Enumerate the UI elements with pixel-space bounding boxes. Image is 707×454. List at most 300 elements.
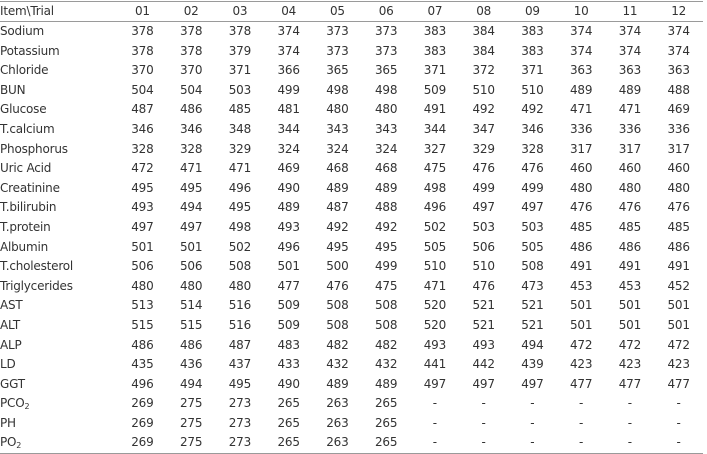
value-cell: 499	[472, 180, 495, 195]
value-cell: 480	[667, 180, 690, 195]
value-cell: 485	[618, 219, 642, 234]
trial-header: 08	[476, 4, 492, 18]
value-cell: 486	[569, 239, 593, 254]
value-cell: 494	[521, 337, 544, 352]
row-label-text: ALT	[0, 317, 20, 332]
value-cell: 363	[618, 63, 642, 78]
value-cell: 433	[277, 357, 300, 372]
table-header	[0, 2, 703, 22]
value-cell: 383	[521, 24, 544, 38]
value-cell: 485	[569, 219, 593, 234]
value-cell: 475	[423, 161, 447, 176]
value-cell: 489	[569, 82, 593, 97]
value-cell: 273	[228, 435, 252, 450]
results-table	[0, 1, 703, 454]
value-cell: 492	[326, 219, 349, 234]
value-cell: 501	[179, 239, 203, 254]
value-cell: 374	[277, 24, 300, 38]
value-cell: 372	[472, 63, 495, 78]
value-cell: 373	[326, 24, 349, 38]
value-cell: 503	[472, 219, 495, 234]
value-cell: 435	[131, 357, 154, 372]
value-cell: 324	[277, 141, 300, 156]
value-cell: -	[676, 435, 681, 450]
row-label-text: LD	[0, 357, 16, 372]
row-label-text: GGT	[0, 376, 25, 391]
value-cell: 482	[326, 337, 349, 352]
value-cell: 501	[667, 298, 690, 313]
row-label	[0, 22, 118, 42]
trial-header: 10	[573, 4, 589, 18]
value-cell: 509	[277, 317, 300, 332]
value-cell: 514	[179, 298, 203, 313]
row-label-text: Phosphorus	[0, 141, 68, 156]
row-label-text: T.calcium	[0, 121, 55, 136]
value-cell: 521	[472, 317, 495, 332]
value-cell: 460	[667, 161, 690, 176]
value-cell: 343	[326, 121, 349, 136]
value-cell: 365	[326, 63, 349, 78]
value-cell: 477	[667, 376, 690, 391]
trial-header: 07	[427, 4, 443, 18]
trial-header: 05	[329, 4, 345, 18]
value-cell: 344	[423, 121, 447, 136]
value-cell: 475	[374, 278, 398, 293]
value-cell: 501	[667, 317, 690, 332]
value-cell: 509	[423, 82, 447, 97]
value-cell: 489	[326, 376, 349, 391]
value-cell: 498	[423, 180, 447, 195]
trial-header: 12	[671, 4, 687, 18]
value-cell: -	[481, 396, 486, 411]
value-cell: 370	[131, 63, 154, 78]
table-row	[0, 316, 703, 336]
value-cell: 497	[131, 219, 154, 234]
value-cell: 501	[618, 298, 642, 313]
value-cell: 521	[521, 298, 544, 313]
row-label	[0, 375, 118, 395]
row-label	[0, 61, 118, 81]
value-cell: 495	[326, 239, 349, 254]
value-cell: 374	[569, 43, 593, 58]
corner-header: Item\Trial	[0, 4, 54, 18]
value-cell: 336	[569, 121, 593, 136]
value-cell: -	[579, 415, 584, 430]
table-row	[0, 433, 703, 453]
value-cell: 491	[569, 259, 593, 274]
value-cell: 453	[569, 278, 593, 293]
value-cell: -	[579, 435, 584, 450]
value-cell: 317	[569, 141, 593, 156]
value-cell: 472	[667, 337, 690, 352]
value-cell: 477	[569, 376, 593, 391]
table-row	[0, 414, 703, 434]
value-cell: 500	[326, 259, 349, 274]
value-cell: 497	[521, 376, 544, 391]
value-cell: 490	[277, 376, 300, 391]
value-cell: 492	[374, 219, 398, 234]
value-cell: 476	[326, 278, 349, 293]
value-cell: 508	[228, 259, 252, 274]
table-row	[0, 179, 703, 199]
value-cell: 476	[472, 161, 495, 176]
value-cell: 265	[374, 396, 398, 411]
value-cell: 441	[423, 357, 447, 372]
value-cell: 480	[374, 102, 398, 117]
value-cell: 275	[179, 415, 203, 430]
value-cell: 374	[569, 24, 593, 38]
row-label	[0, 336, 118, 356]
value-cell: 317	[667, 141, 690, 156]
table-row	[0, 375, 703, 395]
value-cell: 501	[131, 239, 154, 254]
value-cell: -	[579, 396, 584, 411]
row-label-text: ALP	[0, 337, 22, 352]
value-cell: 263	[326, 396, 349, 411]
value-cell: 423	[667, 357, 690, 372]
value-cell: 476	[667, 200, 690, 215]
value-cell: 499	[277, 82, 300, 97]
value-cell: 347	[472, 121, 495, 136]
row-label-text: Uric Acid	[0, 161, 52, 176]
row-label	[0, 394, 118, 414]
value-cell: 366	[277, 63, 300, 78]
value-cell: 492	[521, 102, 544, 117]
value-cell: 273	[228, 396, 252, 411]
value-cell: 480	[228, 278, 252, 293]
value-cell: 508	[374, 298, 398, 313]
value-cell: 324	[326, 141, 349, 156]
value-cell: 489	[277, 200, 300, 215]
value-cell: 370	[179, 63, 203, 78]
value-cell: 371	[423, 63, 447, 78]
table-row	[0, 277, 703, 297]
value-cell: 501	[618, 317, 642, 332]
row-label	[0, 179, 118, 199]
value-cell: 497	[472, 200, 495, 215]
row-label-text: BUN	[0, 82, 26, 97]
value-cell: 265	[374, 435, 398, 450]
value-cell: -	[627, 415, 632, 430]
table-row	[0, 296, 703, 316]
table-row	[0, 140, 703, 160]
value-cell: 516	[228, 298, 252, 313]
value-cell: 510	[472, 82, 495, 97]
value-cell: 510	[472, 259, 495, 274]
value-cell: -	[432, 435, 437, 450]
value-cell: 481	[277, 102, 300, 117]
row-label-text: PCO	[0, 396, 25, 411]
value-cell: 336	[667, 121, 690, 136]
table-row	[0, 336, 703, 356]
value-cell: 437	[228, 357, 252, 372]
trial-header: 04	[281, 4, 297, 18]
value-cell: 348	[228, 121, 252, 136]
row-label	[0, 120, 118, 140]
value-cell: 378	[131, 24, 154, 38]
value-cell: 471	[618, 102, 642, 117]
value-cell: 469	[667, 102, 690, 117]
value-cell: 497	[521, 200, 544, 215]
row-label-text: Creatinine	[0, 180, 60, 195]
value-cell: 495	[228, 376, 252, 391]
table-row	[0, 120, 703, 140]
value-cell: 489	[618, 82, 642, 97]
value-cell: 346	[521, 121, 544, 136]
value-cell: 371	[228, 63, 252, 78]
value-cell: 374	[618, 43, 642, 58]
value-cell: 508	[326, 317, 349, 332]
value-cell: 520	[423, 298, 447, 313]
value-cell: 486	[667, 239, 690, 254]
value-cell: 374	[667, 24, 690, 38]
value-cell: 497	[472, 376, 495, 391]
row-label	[0, 316, 118, 336]
value-cell: -	[530, 435, 535, 450]
value-cell: 491	[423, 102, 447, 117]
trial-header: 01	[134, 4, 150, 18]
row-label-text: Potassium	[0, 43, 60, 58]
trial-header: 06	[378, 4, 394, 18]
value-cell: 502	[423, 219, 447, 234]
row-label-text: T.bilirubin	[0, 200, 57, 215]
value-cell: -	[530, 396, 535, 411]
value-cell: 501	[569, 298, 593, 313]
value-cell: 365	[374, 63, 398, 78]
row-label	[0, 140, 118, 160]
value-cell: 495	[228, 200, 252, 215]
value-cell: 485	[667, 219, 690, 234]
value-cell: -	[627, 396, 632, 411]
value-cell: 489	[374, 180, 398, 195]
value-cell: 515	[131, 317, 154, 332]
value-cell: 471	[423, 278, 447, 293]
value-cell: 373	[374, 43, 398, 58]
value-cell: 497	[423, 376, 447, 391]
value-cell: 499	[374, 259, 398, 274]
row-label-subscript: 2	[24, 402, 30, 412]
value-cell: 432	[326, 357, 349, 372]
value-cell: 508	[374, 317, 398, 332]
value-cell: 273	[228, 415, 252, 430]
value-cell: 363	[667, 63, 690, 78]
value-cell: 495	[374, 239, 398, 254]
row-label	[0, 159, 118, 179]
value-cell: 383	[423, 43, 447, 58]
value-cell: 432	[374, 357, 398, 372]
value-cell: 486	[179, 337, 203, 352]
value-cell: 508	[326, 298, 349, 313]
value-cell: 498	[228, 219, 252, 234]
value-cell: 476	[569, 200, 593, 215]
value-cell: 453	[618, 278, 642, 293]
value-cell: 504	[179, 82, 203, 97]
value-cell: 423	[569, 357, 593, 372]
table-row	[0, 238, 703, 258]
value-cell: 328	[179, 141, 203, 156]
value-cell: 487	[131, 102, 154, 117]
value-cell: 471	[569, 102, 593, 117]
value-cell: 384	[472, 24, 495, 38]
value-cell: 344	[277, 121, 300, 136]
value-cell: 477	[618, 376, 642, 391]
value-cell: 275	[179, 396, 203, 411]
value-cell: 379	[228, 43, 252, 58]
row-label	[0, 296, 118, 316]
row-label-text: PH	[0, 415, 16, 430]
row-label-text: AST	[0, 298, 23, 313]
table-row	[0, 61, 703, 81]
value-cell: 329	[472, 141, 495, 156]
value-cell: 383	[521, 43, 544, 58]
value-cell: 346	[131, 121, 154, 136]
value-cell: 509	[277, 298, 300, 313]
value-cell: 498	[374, 82, 398, 97]
value-cell: 460	[569, 161, 593, 176]
table-row	[0, 394, 703, 414]
value-cell: 486	[131, 337, 154, 352]
value-cell: 378	[179, 43, 203, 58]
row-label-text: Triglycerides	[0, 278, 73, 293]
value-cell: -	[432, 396, 437, 411]
value-cell: 506	[131, 259, 154, 274]
trial-header: 03	[232, 4, 248, 18]
value-cell: -	[627, 435, 632, 450]
value-cell: 476	[521, 161, 544, 176]
value-cell: 503	[521, 219, 544, 234]
value-cell: 336	[618, 121, 642, 136]
value-cell: 491	[667, 259, 690, 274]
row-label	[0, 414, 118, 434]
row-label-text: Sodium	[0, 24, 45, 38]
value-cell: 476	[472, 278, 495, 293]
value-cell: 378	[179, 24, 203, 38]
table-row	[0, 218, 703, 238]
table-row	[0, 257, 703, 277]
value-cell: 493	[131, 200, 154, 215]
row-label-text: Chloride	[0, 63, 49, 78]
value-cell: 521	[521, 317, 544, 332]
value-cell: 472	[569, 337, 593, 352]
value-cell: 488	[374, 200, 398, 215]
value-cell: 275	[179, 435, 203, 450]
value-cell: 515	[179, 317, 203, 332]
value-cell: 505	[521, 239, 544, 254]
value-cell: 371	[521, 63, 544, 78]
value-cell: 317	[618, 141, 642, 156]
value-cell: 269	[131, 415, 154, 430]
value-cell: 496	[277, 239, 300, 254]
value-cell: 480	[618, 180, 642, 195]
value-cell: -	[530, 415, 535, 430]
row-label	[0, 277, 118, 297]
value-cell: 423	[618, 357, 642, 372]
value-cell: 480	[326, 102, 349, 117]
value-cell: 265	[277, 415, 300, 430]
value-cell: 442	[472, 357, 495, 372]
value-cell: 472	[131, 161, 154, 176]
value-cell: 452	[667, 278, 690, 293]
value-cell: 520	[423, 317, 447, 332]
value-cell: 269	[131, 396, 154, 411]
value-cell: 496	[423, 200, 447, 215]
value-cell: -	[676, 396, 681, 411]
row-label	[0, 238, 118, 258]
value-cell: 495	[131, 180, 154, 195]
value-cell: 363	[569, 63, 593, 78]
value-cell: 493	[277, 219, 300, 234]
value-cell: 265	[277, 396, 300, 411]
value-cell: 490	[277, 180, 300, 195]
value-cell: 471	[228, 161, 252, 176]
value-cell: 265	[374, 415, 398, 430]
row-label-text: PO	[0, 435, 17, 450]
row-label-text: T.cholesterol	[0, 259, 74, 274]
value-cell: 501	[569, 317, 593, 332]
value-cell: 460	[618, 161, 642, 176]
value-cell: 487	[228, 337, 252, 352]
value-cell: 476	[618, 200, 642, 215]
value-cell: 498	[326, 82, 349, 97]
value-cell: 477	[277, 278, 300, 293]
row-label	[0, 433, 118, 453]
value-cell: 502	[228, 239, 252, 254]
value-cell: 383	[423, 24, 447, 38]
value-cell: 480	[569, 180, 593, 195]
value-cell: 497	[179, 219, 203, 234]
value-cell: 508	[521, 259, 544, 274]
table-row	[0, 81, 703, 101]
row-label-subscript: 2	[16, 441, 22, 451]
value-cell: 471	[179, 161, 203, 176]
value-cell: 439	[521, 357, 544, 372]
value-cell: 374	[277, 43, 300, 58]
value-cell: 378	[228, 24, 252, 38]
value-cell: 384	[472, 43, 495, 58]
value-cell: 499	[521, 180, 544, 195]
value-cell: 480	[179, 278, 203, 293]
value-cell: 373	[326, 43, 349, 58]
value-cell: 493	[423, 337, 447, 352]
value-cell: 486	[618, 239, 642, 254]
table-row	[0, 159, 703, 179]
value-cell: 265	[277, 435, 300, 450]
value-cell: 473	[521, 278, 544, 293]
value-cell: 521	[472, 298, 495, 313]
value-cell: 263	[326, 435, 349, 450]
value-cell: 496	[228, 180, 252, 195]
value-cell: 263	[326, 415, 349, 430]
value-cell: 504	[131, 82, 154, 97]
table-row	[0, 198, 703, 218]
value-cell: 489	[326, 180, 349, 195]
table-row	[0, 100, 703, 120]
value-cell: 436	[179, 357, 203, 372]
value-cell: 482	[374, 337, 398, 352]
value-cell: 495	[179, 180, 203, 195]
header-row	[0, 2, 703, 22]
value-cell: -	[481, 415, 486, 430]
table-row	[0, 22, 703, 42]
value-cell: 513	[131, 298, 154, 313]
row-label	[0, 355, 118, 375]
value-cell: 506	[179, 259, 203, 274]
value-cell: 373	[374, 24, 398, 38]
trial-header: 09	[524, 4, 540, 18]
row-label	[0, 42, 118, 62]
value-cell: 483	[277, 337, 300, 352]
value-cell: 469	[277, 161, 300, 176]
